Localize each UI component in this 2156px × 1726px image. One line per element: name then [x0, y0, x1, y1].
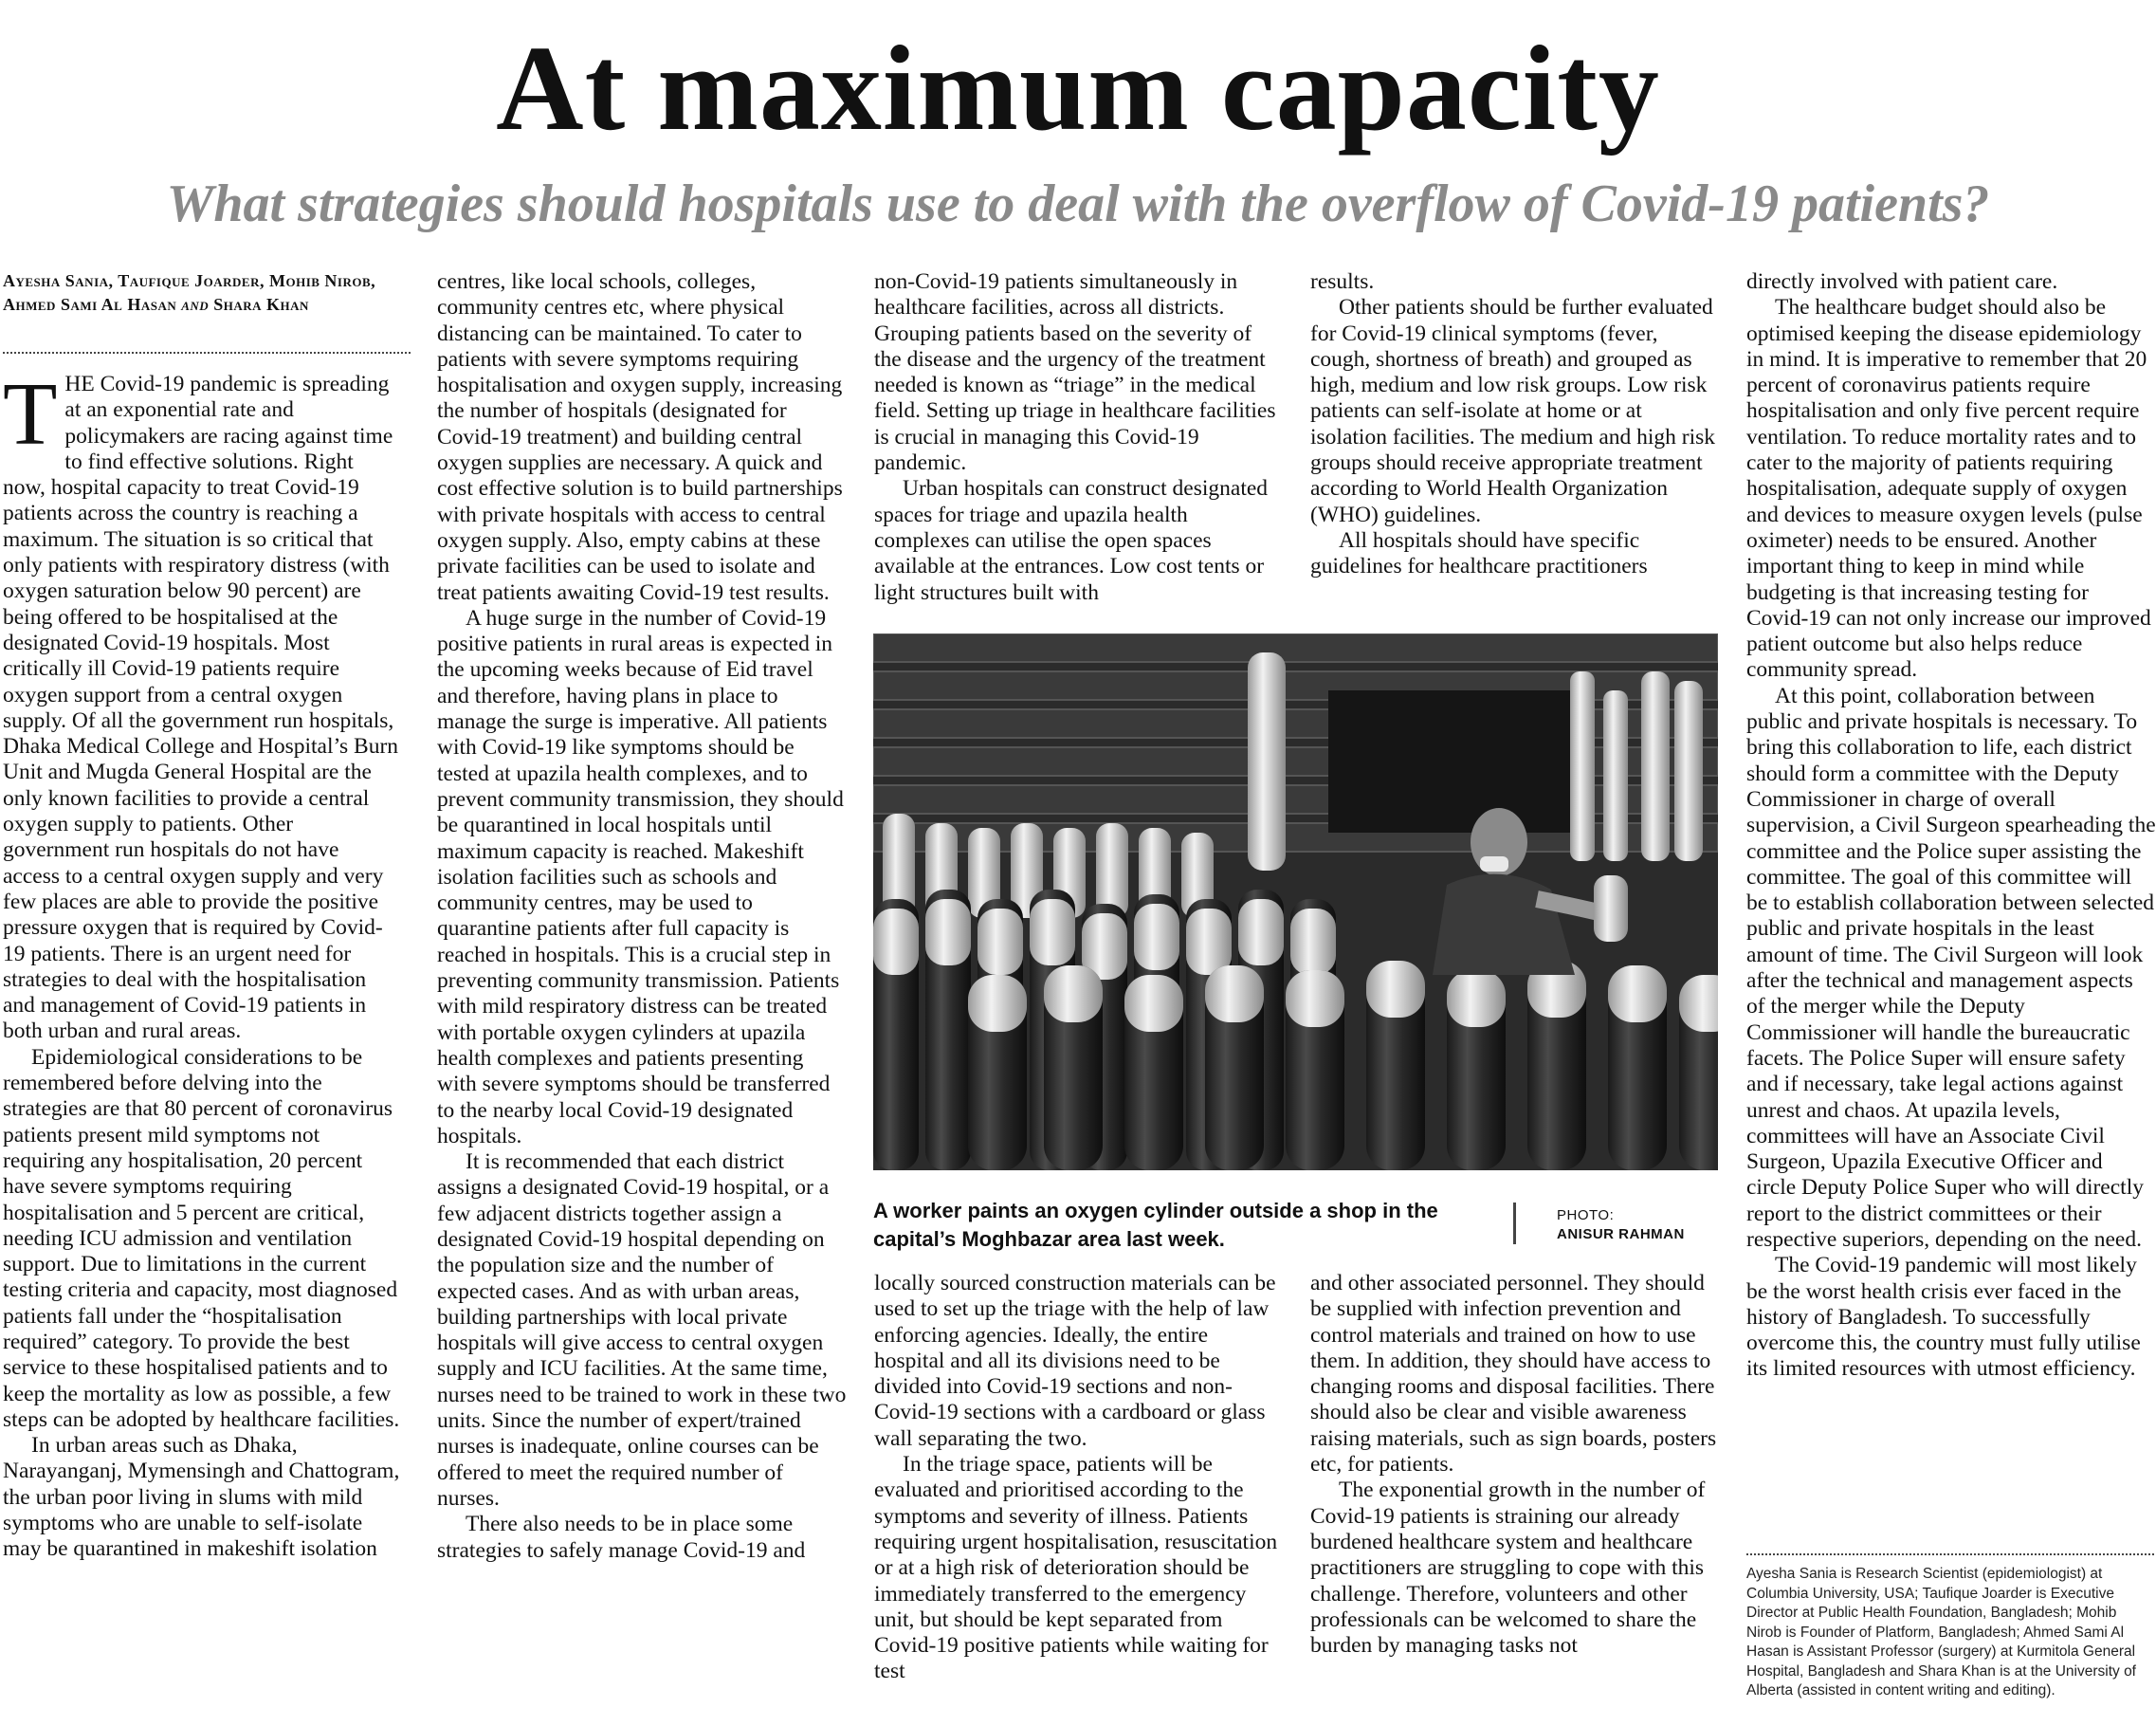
paragraph: locally sourced construction materials can be used to set up the triage with the help of law enforcing agencies. Ideally, the entire hospital and all its divisions need to be divided into Covid-19 sections and non-Covid-19 sections with a cardboard or glass wall separating the two. [874, 1271, 1276, 1451]
paragraph: directly involved with patient care. [1746, 269, 2058, 294]
byline-and: and [181, 295, 210, 314]
photo-credit-name: ANISUR RAHMAN [1557, 1226, 1685, 1242]
paragraph: The exponential growth in the number of Covid-19 patients is straining our already burdened healthcare system and healthcare practitioners are struggling to cope with this challenge. Therefore, volunteers and other professionals can be welcomed to share the burden by managing tasks not [1310, 1478, 1706, 1659]
paragraph: In the triage space, patients will be evaluated and prioritised according to the symptoms and severity of illness. Patients requiring urgent hospitalisation, resuscitation or at a high risk of deterioration should be immediately transferred to the emergency unit, but should be kept separated from Covid-19 positive patients while waiting for test [874, 1452, 1278, 1684]
photo-credit [1557, 1206, 1727, 1244]
credit-divider [1513, 1203, 1516, 1244]
paragraph: In urban areas such as Dhaka, Narayanganj, Mymensingh and Chattogram, the urban poor living in slums with mild symptoms who are unable to self-isolate may be quarantined in makeshift isolation [3, 1433, 400, 1562]
subheadline: What strategies should hospitals use to deal with the overflow of Covid-19 patients? [166, 174, 1990, 233]
photo-credit-label: PHOTO: [1557, 1207, 1615, 1223]
paragraph: The healthcare budget should also be optimised keeping the disease epidemiology in mind. It is imperative to remember that 20 percent of coronavirus patients require hospitalisation and only five percent require ventilation. To reduce mortality rates and to cater to the majority of patients requiring hospitalisation, adequate supply of oxygen and devices to measure oxygen levels (pulse oximeter) needs to be ensured. Another important thing to keep in mind while budgeting is that increasing testing for Covid-19 can not only increase our improved patient outcome but also helps reduce community spread. [1746, 295, 2151, 683]
byline-authors: Ayesha Sania, Taufique Joarder, Mohib Nirob, Ahmed Sami Al Hasan [3, 271, 376, 314]
bio-divider [1746, 1553, 2154, 1555]
paragraph: At this point, collaboration between public and private hospitals is necessary. To bring this collaboration to life, each district should form a committee with the Deputy Commissioner in charge of overall supervision, a Civil Surgeon spearheading the committee and the Police super assisting the committee. The goal of this committee will be to establish collaboration between selected public and private hospitals in the least amount of time. The Civil Surgeon will look after the technical and management aspects of the merger while the Deputy Commissioner will handle the bureaucratic facets. The Police Super will ensure safety and if necessary, take legal actions against unrest and chaos. At upazila levels, committees will have an Associate Civil Surgeon, Upazila Executive Officer and circle Deputy Police Super who will directly report to the district committees or their respective superiors, depending on the need. [1746, 683, 2156, 1252]
byline [3, 269, 401, 317]
article-column-4-top [1310, 269, 1720, 620]
article-column-3-top [874, 269, 1284, 620]
paragraph: Urban hospitals can construct designated spaces for triage and upazila health complexes can utilise the open spaces available at the entrances. Low cost tents or light structures built with [874, 476, 1269, 605]
article-column-3-bottom [874, 1271, 1284, 1721]
headline: At maximum capacity [496, 21, 1660, 156]
photo-illustration [873, 633, 1718, 1170]
news-photo-oxygen-cylinders [873, 633, 1718, 1170]
paragraph: A huge surge in the number of Covid-19 positive patients in rural areas is expected in the upcoming weeks because of Eid travel and therefore, having plans in place to manage the surge is imperative. All patients with Covid-19 like symptoms should be tested at upazila health complexes, and to prevent community transmission, they should be quarantined in local hospitals until maximum capacity is reached. Makeshift isolation facilities such as schools and community centres, may be used to quarantine patients after full capacity is reached in hospitals. This is a crucial step in preventing community transmission. Patients with mild respiratory distress can be treated with portable oxygen cylinders at upazila health complexes and patients presenting with severe symptoms should be transferred to the nearby local Covid-19 designated hospitals. [437, 605, 844, 1148]
paragraph: All hospitals should have specific guidelines for healthcare practitioners [1310, 527, 1648, 579]
article-column-1 [3, 372, 401, 1718]
article-column-5 [1746, 269, 2156, 1569]
byline-divider [3, 352, 411, 354]
photo-caption: A worker paints an oxygen cylinder outside a shop in the capital’s Moghbazar area last week. [873, 1199, 1438, 1251]
paragraph [3, 372, 401, 1045]
paragraph: and other associated personnel. They should be supplied with infection prevention and control materials and trained on how to use them. In addition, they should have access to changing rooms and disposal facilities. There should also be clear and visible awareness raising materials, such as sign boards, posters etc, for patients. [1310, 1271, 1717, 1478]
paragraph: The Covid-19 pandemic will most likely be the worst health crisis ever faced in the history of Bangladesh. To successfully overcome this, the country must fully utilise its limited resources with utmost efficiency. [1746, 1253, 2141, 1382]
paragraph: centres, like local schools, colleges, community centres etc, where physical distancing can be maintained. To cater to patients with severe symptoms requiring hospitalisation and oxygen supply, increasing the number of hospitals (designated for Covid-19 treatment) and building central oxygen supplies are necessary. A quick and cost effective solution is to build partnerships with private hospitals with access to central oxygen supply. Also, empty cabins at these private facilities can be used to isolate and treat patients awaiting Covid-19 test results. [437, 269, 843, 605]
article-column-2 [437, 269, 847, 1720]
author-bio: Ayesha Sania is Research Scientist (epidemiologist) at Columbia University, USA; Taufique Joarder is Executive Director at Public Health Foundation, Bangladesh; Mohib Nirob is Founder of Platform, Bangladesh; Ahmed Sami Al Hasan is Assistant Professor (surgery) at Kurmitola General Hospital, Bangladesh and Shara Khan is at the University of Alberta (assisted in content writing and editing). [1746, 1566, 2136, 1698]
paragraph: It is recommended that each district assigns a designated Covid-19 hospital, or a few adjacent districts together assign a designated Covid-19 hospital depending on the population size and the number of expected cases. And as with urban areas, building partnerships with local private hospitals will give access to central oxygen supply and ICU facilities. At the same time, nurses need to be trained to work in these two units. Since the number of expert/trained nurses is inadequate, online courses can be offered to meet the required number of nurses. [437, 1149, 847, 1511]
paragraph: There also needs to be in place some strategies to safely manage Covid-19 and [437, 1512, 806, 1563]
paragraph-text: HE Covid-19 pandemic is spreading at an exponential rate and policymakers are racing against time to find effective solutions. Right now, hospital capacity to treat Covid-19 patients across the country is reaching a maximum. The situation is so critical that only patients with respiratory distress (with oxygen saturation below 90 percent) are being offered to be hospitalised at the designated Covid-19 hospitals. Most critically ill Covid-19 patients require oxygen support from a central oxygen supply. Of all the government run hospitals, Dhaka Medical College and Hospital’s Burn Unit and Mugda General Hospital are the only known facilities to provide a central oxygen supply to patients. Other government run hospitals do not have access to a central oxygen supply and very few places are able to provide the positive pressure oxygen that is required by Covid-19 patients. There is an urgent need for strategies to deal with the hospitalisation and management of Covid-19 patients in both urban and rural areas. [3, 372, 399, 1044]
paragraph: results. [1310, 269, 1375, 294]
paragraph: non-Covid-19 patients simultaneously in healthcare facilities, across all districts. Grouping patients based on the severity of the disease and the urgency of the treatment needed is known as “triage” in the medical field. Setting up triage in healthcare facilities is crucial in managing this Covid-19 pandemic. [874, 269, 1276, 476]
paragraph: Epidemiological considerations to be remembered before delving into the strategies are that 80 percent of coronavirus patients present mild symptoms not requiring any hospitalisation, 20 percent have severe symptoms requiring hospitalisation and 5 percent are critical, needing ICU admission and ventilation support. Due to limitations in the current testing criteria and capacity, most diagnosed patients fall under the “hospitalisation required” category. To provide the best service to these hospitalised patients and to keep the mortality as low as possible, a few steps can be adopted by healthcare facilities. [3, 1044, 400, 1432]
article-column-4-bottom [1310, 1271, 1720, 1721]
drop-cap: T [3, 372, 58, 464]
paragraph: Other patients should be further evaluated for Covid-19 clinical symptoms (fever, cough, shortness of breath) and grouped as high, medium and low risk groups. Low risk patients can self-isolate at home or at isolation facilities. The medium and high risk groups should receive appropriate treatment according to World Health Organization (WHO) guidelines. [1310, 295, 1716, 527]
byline-last-author: Shara Khan [213, 295, 309, 314]
